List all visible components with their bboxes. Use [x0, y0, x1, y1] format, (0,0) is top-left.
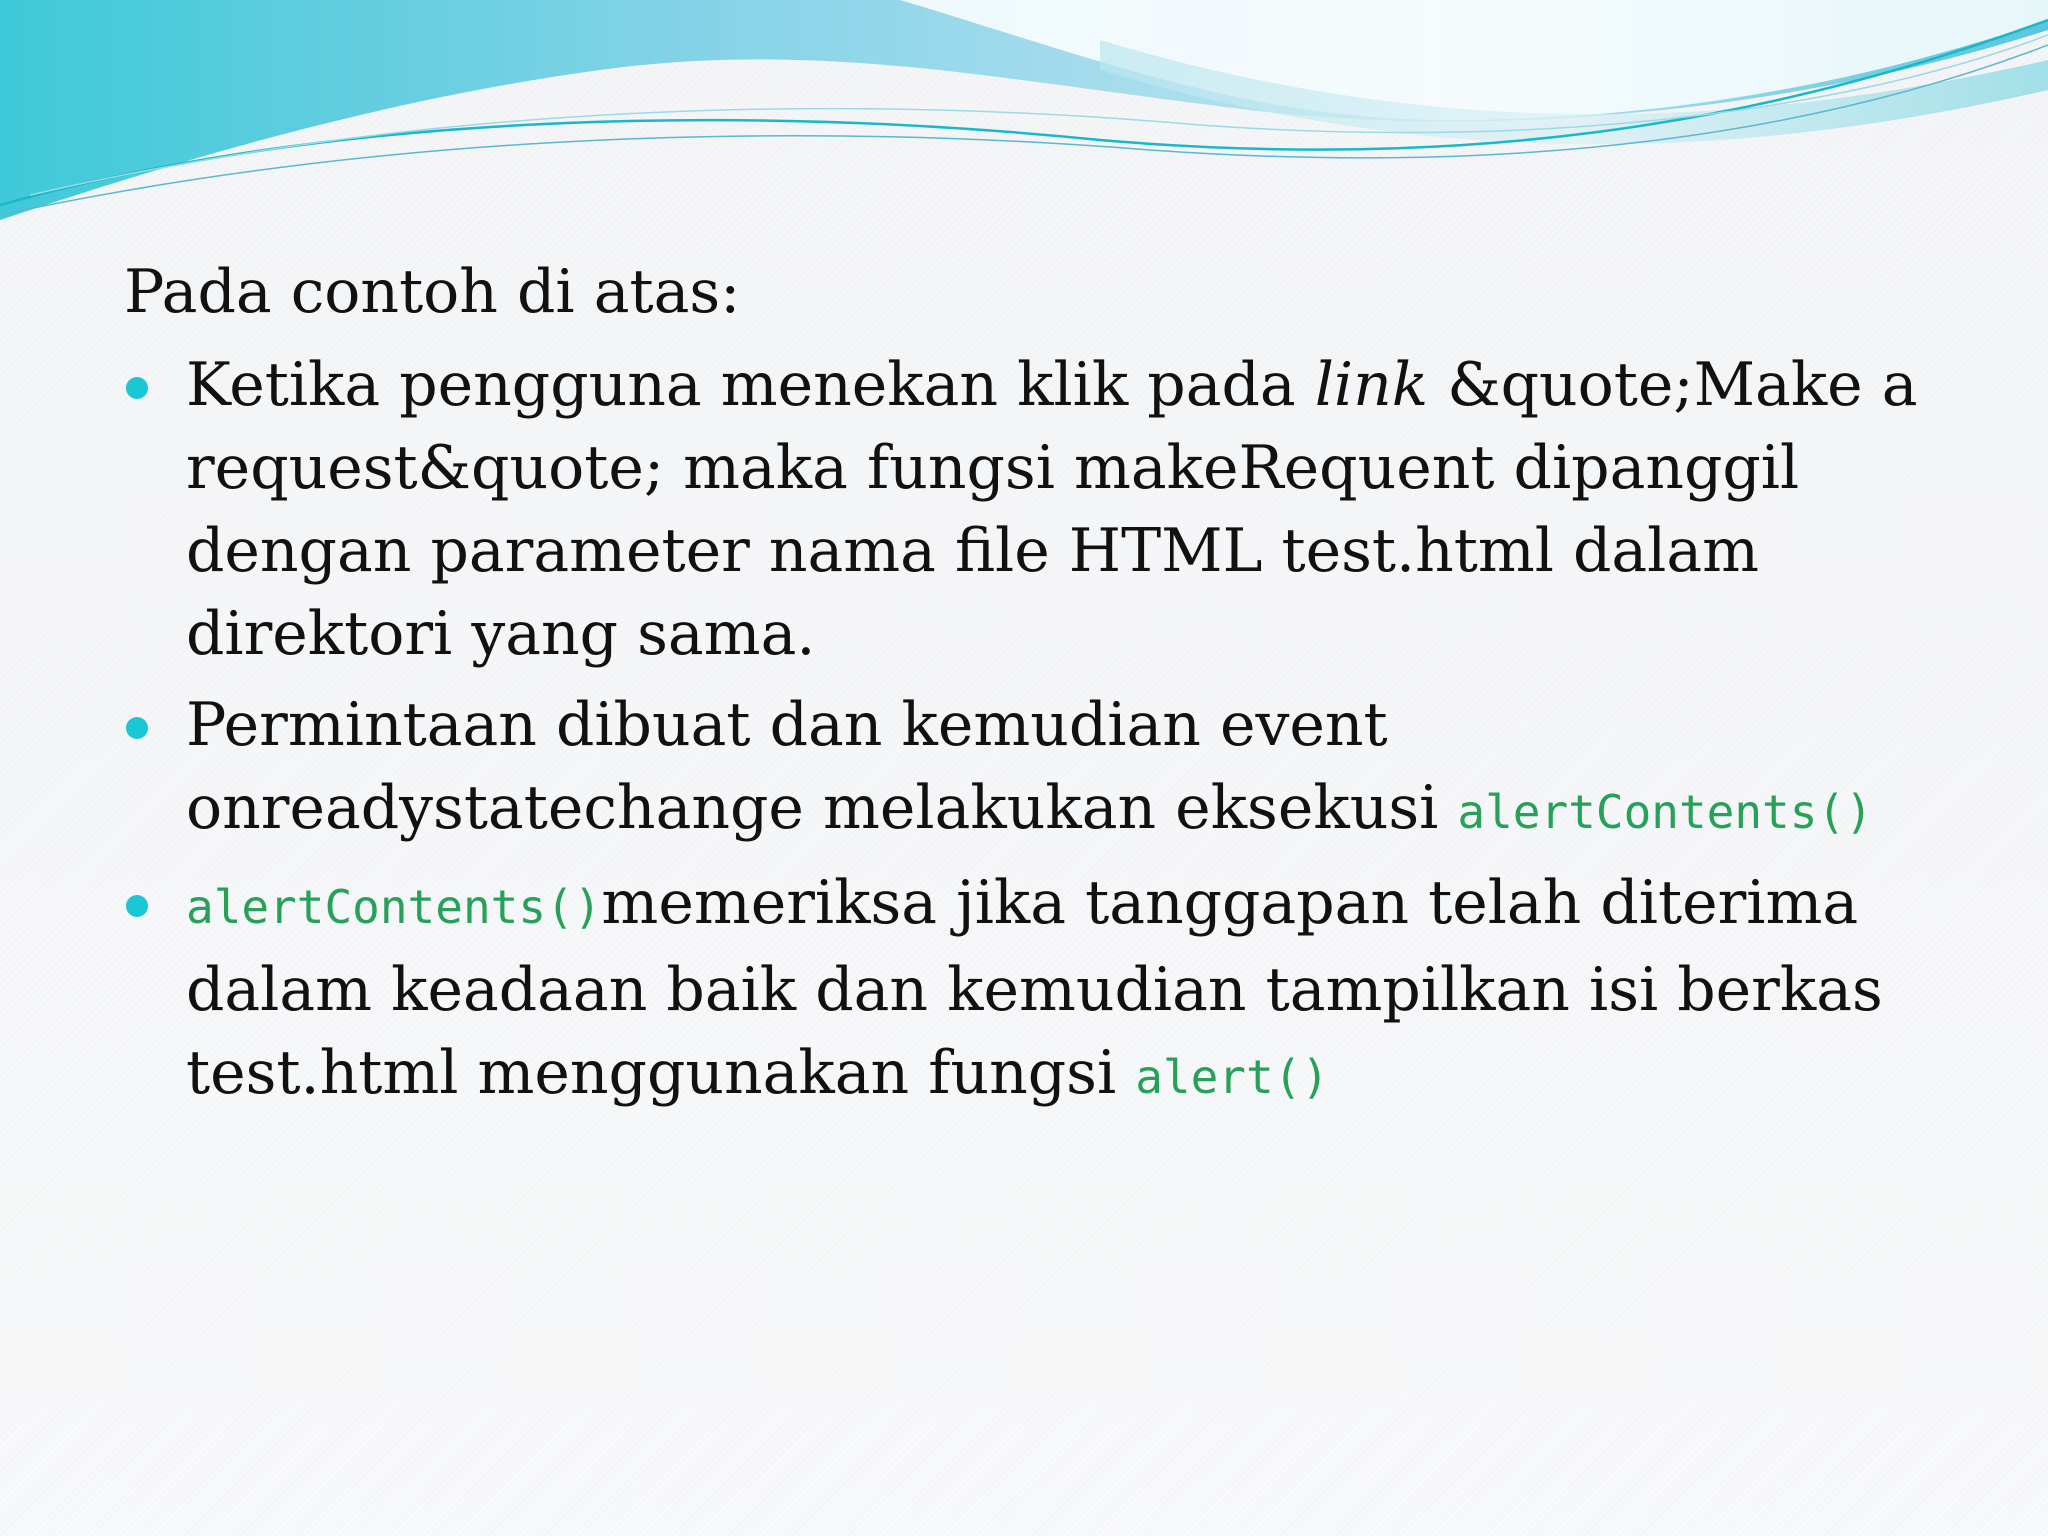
bullet-1-line-2: request&quote; maka fungsi makeRequent dipanggil	[186, 433, 1800, 503]
slide-content	[124, 250, 1924, 1127]
bullet-3-line-3-text: test.html menggunakan fungsi	[186, 1038, 1136, 1108]
bullet-3-line-2: dalam keadaan baik dan kemudian tampilkan isi berkas	[186, 955, 1883, 1025]
bullet-1-line-1-pre: Ketika pengguna menekan klik pada	[186, 350, 1315, 420]
bullet-1-line-1-post: &quote;Make a	[1428, 350, 1918, 420]
bullet-2-line-1: Permintaan dibuat dan kemudian event	[186, 690, 1388, 760]
code-alertcontents: alertContents()	[186, 880, 602, 934]
bullet-2-line-2-text: onreadystatechange melakukan eksekusi	[186, 773, 1458, 843]
bullet-1-line-4: direktori yang sama.	[186, 599, 816, 669]
intro-text: Pada contoh di atas:	[124, 257, 741, 327]
bullet-3-line-1-text: memeriksa jika tanggapan telah diterima	[601, 868, 1859, 938]
bullet-3-line-3	[186, 1032, 1924, 1119]
bullet-2-line-2	[186, 767, 1924, 854]
bullet-dot-icon	[126, 377, 148, 399]
link-word: link	[1314, 350, 1429, 420]
bullet-1-line-3: dengan parameter nama file HTML test.html dalam	[186, 516, 1760, 586]
bullet-dot-icon	[126, 717, 148, 739]
bullet-item-3	[124, 862, 1924, 1119]
header-wave-decoration	[0, 0, 2048, 240]
code-alertcontents: alertContents()	[1457, 785, 1873, 839]
bullet-item-2	[124, 684, 1924, 854]
bullet-dot-icon	[126, 895, 148, 917]
bullet-3-line-1	[186, 862, 1924, 949]
bullet-1-line-1	[186, 344, 1924, 427]
bullet-item-1	[124, 344, 1924, 676]
code-alert: alert()	[1135, 1050, 1330, 1104]
bullet-list	[124, 344, 1924, 1119]
